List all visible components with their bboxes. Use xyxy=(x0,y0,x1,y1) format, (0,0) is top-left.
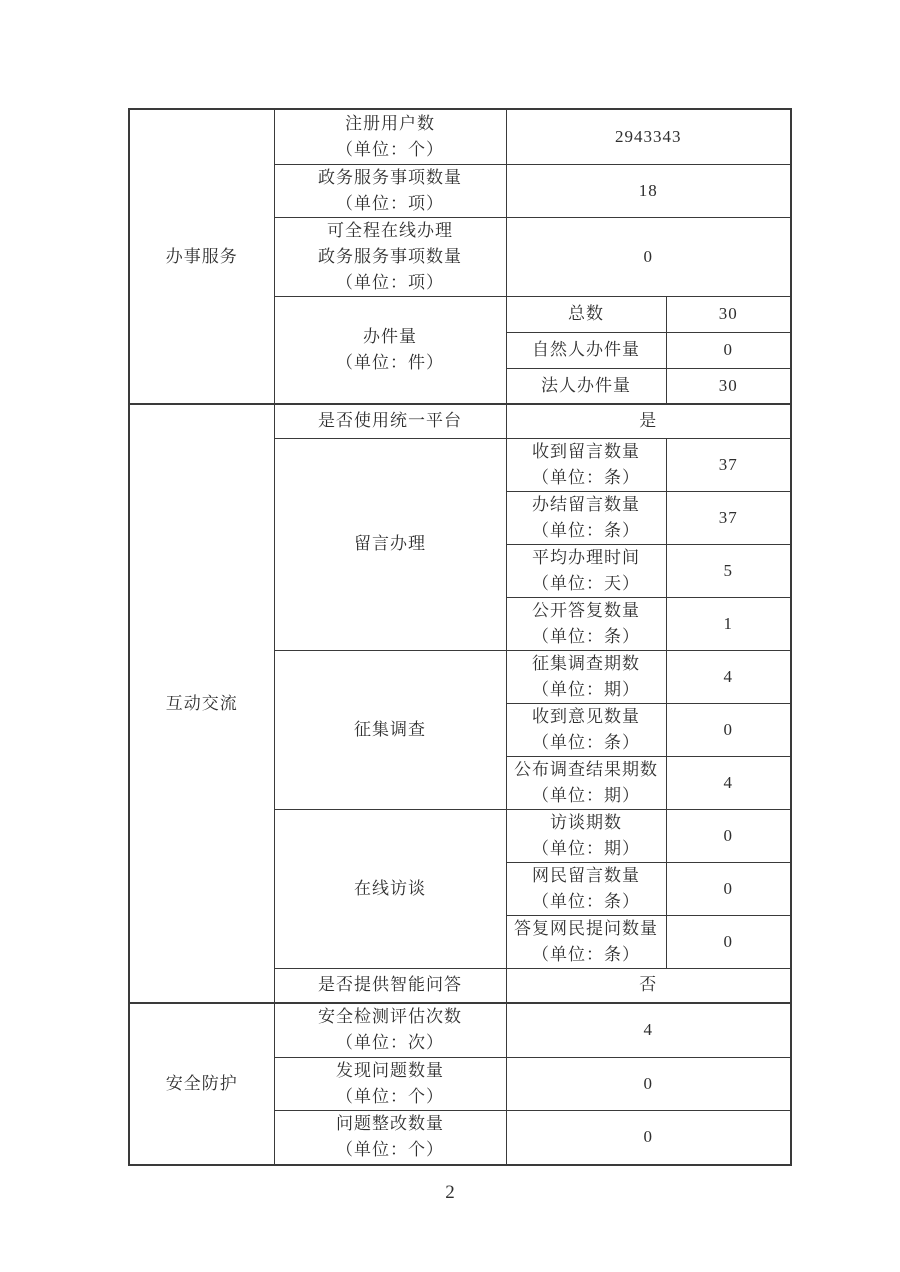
subitem-value: 30 xyxy=(666,368,791,404)
item-unit: （单位：个） xyxy=(336,1140,444,1160)
item-label-cell xyxy=(274,650,506,809)
subitem-value: 4 xyxy=(666,650,791,703)
item-label: 问题整改数量 xyxy=(336,1114,444,1134)
subitem-unit: （单位：条） xyxy=(532,944,640,964)
item-label-cell xyxy=(274,296,506,404)
section-anquan-fanghu xyxy=(129,1003,791,1165)
subitem-label: 收到意见数量 （单位：条） xyxy=(506,703,666,756)
item-label: 征集调查 xyxy=(354,719,426,739)
item-value: 0 xyxy=(506,217,791,296)
item-label: 在线访谈 xyxy=(354,878,426,898)
item-unit: （单位：项） xyxy=(336,272,444,292)
item-label-cell xyxy=(274,217,506,296)
subitem-value: 37 xyxy=(666,491,791,544)
item-label: 可全程在线办理 xyxy=(327,220,453,240)
item-unit: （单位：个） xyxy=(336,139,444,159)
category-label: 互动交流 xyxy=(165,693,238,713)
item-value: 是 xyxy=(506,404,791,438)
subitem-unit: （单位：期） xyxy=(532,785,640,805)
item-label-cell xyxy=(274,109,506,164)
item-unit: （单位：个） xyxy=(336,1086,444,1106)
subitem-label: 总数 xyxy=(506,296,666,332)
subitem-unit: （单位：期） xyxy=(532,838,640,858)
item-label: 政务服务事项数量 xyxy=(318,167,462,187)
subitem-value: 30 xyxy=(666,296,791,332)
subitem-value: 0 xyxy=(666,862,791,915)
subitem-unit: （单位：条） xyxy=(532,467,640,487)
category-label: 安全防护 xyxy=(165,1074,238,1093)
item-label: 是否提供智能问答 xyxy=(318,975,462,995)
item-label: 办件量 xyxy=(363,326,417,346)
item-label: 注册用户数 xyxy=(345,113,435,133)
subitem-label: 法人办件量 xyxy=(506,368,666,404)
item-unit: （单位：项） xyxy=(336,193,444,213)
category-cell xyxy=(129,404,274,1003)
item-value: 0 xyxy=(506,1110,791,1165)
item-value: 2943343 xyxy=(506,109,791,164)
item-label: 发现问题数量 xyxy=(336,1060,444,1080)
category-label: 办事服务 xyxy=(165,246,238,266)
subitem-unit: （单位：条） xyxy=(532,626,640,646)
category-cell xyxy=(129,109,274,404)
item-value: 4 xyxy=(506,1003,791,1057)
subitem-label: 办结留言数量 （单位：条） xyxy=(506,491,666,544)
page-number: 2 xyxy=(445,1182,455,1203)
item-label-cell xyxy=(274,968,506,1003)
subitem-label: 答复网民提问数量 （单位：条） xyxy=(506,915,666,968)
subitem-label: 自然人办件量 xyxy=(506,332,666,368)
item-value: 0 xyxy=(506,1057,791,1110)
item-label-cell xyxy=(274,438,506,650)
subitem-value: 4 xyxy=(666,756,791,809)
subitem-label: 访谈期数 （单位：期） xyxy=(506,809,666,862)
subitem-label: 平均办理时间 （单位：天） xyxy=(506,544,666,597)
subitem-value: 1 xyxy=(666,597,791,650)
item-unit: （单位：次） xyxy=(336,1033,444,1053)
subitem-label: 网民留言数量 （单位：条） xyxy=(506,862,666,915)
subitem-unit: （单位：条） xyxy=(532,520,640,540)
subitem-label: 公布调查结果期数 （单位：期） xyxy=(506,756,666,809)
item-label-cell xyxy=(274,164,506,217)
subitem-value: 0 xyxy=(666,915,791,968)
subitem-label: 公开答复数量 （单位：条） xyxy=(506,597,666,650)
subitem-unit: （单位：条） xyxy=(532,732,640,752)
item-label-cell xyxy=(274,1057,506,1110)
item-value: 否 xyxy=(506,968,791,1003)
item-label-cell xyxy=(274,404,506,438)
subitem-unit: （单位：期） xyxy=(532,679,640,699)
item-label-line2: 政务服务事项数量 xyxy=(318,246,462,266)
subitem-label: 征集调查期数 （单位：期） xyxy=(506,650,666,703)
item-label-cell xyxy=(274,1003,506,1057)
section-banshi-fuwu xyxy=(129,109,791,404)
item-unit: （单位：件） xyxy=(336,352,444,372)
item-value: 18 xyxy=(506,164,791,217)
subitem-unit: （单位：天） xyxy=(532,573,640,593)
subitem-unit: （单位：条） xyxy=(532,891,640,911)
item-label: 安全检测评估次数 xyxy=(318,1007,462,1027)
subitem-value: 0 xyxy=(666,809,791,862)
subitem-value: 37 xyxy=(666,438,791,491)
subitem-value: 0 xyxy=(666,332,791,368)
report-table xyxy=(128,108,792,1166)
section-hudong-jiaoliu xyxy=(129,404,791,1003)
subitem-value: 5 xyxy=(666,544,791,597)
item-label: 留言办理 xyxy=(354,534,426,553)
subitem-value: 0 xyxy=(666,703,791,756)
item-label-cell xyxy=(274,1110,506,1165)
subitem-label: 收到留言数量 （单位：条） xyxy=(506,438,666,491)
category-cell xyxy=(129,1003,274,1165)
item-label-cell xyxy=(274,809,506,968)
item-label: 是否使用统一平台 xyxy=(318,411,462,431)
